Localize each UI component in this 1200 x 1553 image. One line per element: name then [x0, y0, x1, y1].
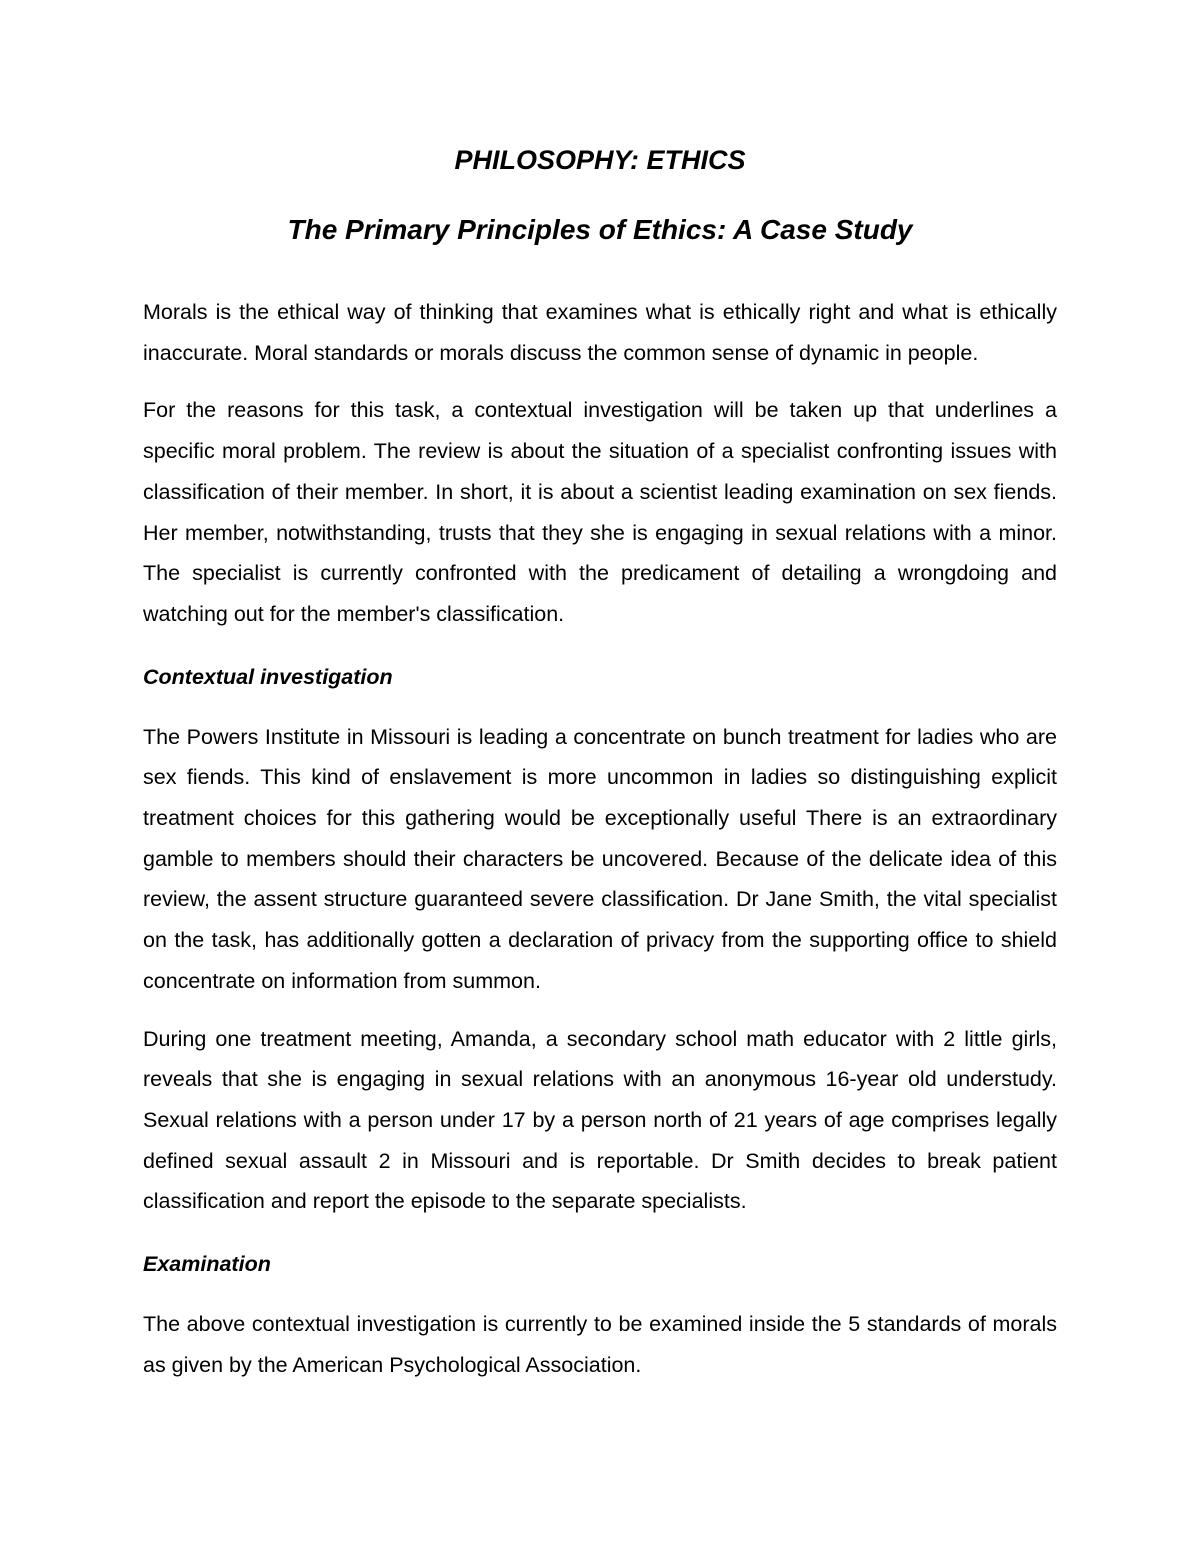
section1-paragraph-2: During one treatment meeting, Amanda, a secondary school math educator with 2 little girls, reveals that she is engaging in sexual relations with an anonymous 16-year old understudy. Sexual relations with a person under 17 by a person north of 21 years of age comprises legally defined sexual assault 2 in Missouri and is reportable. Dr Smith decides to break patient classification and report the episode to the separate specialists.: [143, 1026, 1057, 1214]
intro-paragraph-1: Morals is the ethical way of thinking that examines what is ethically right and what is ethically inaccurate. Moral standards or morals discuss the common sense of dynamic in people.: [143, 300, 1057, 365]
section-heading-examination: Examination: [143, 1252, 271, 1277]
document-title: PHILOSOPHY: ETHICS: [454, 145, 746, 175]
document-content: [143, 140, 1057, 1385]
section2-paragraph-1: The above contextual investigation is currently to be examined inside the 5 standards of morals as given by the American Psychological Association.: [143, 1312, 1057, 1377]
intro-paragraph-2: For the reasons for this task, a contextual investigation will be taken up that underlines a specific moral problem. The review is about the situation of a specialist confronting issues with classification of their member. In short, it is about a scientist leading examination on sex fiends. Her member, notwithstanding, trusts that they she is engaging in sexual relations with a minor. The specialist is currently confronted with the predicament of detailing a wrongdoing and watching out for the member's classification.: [143, 398, 1057, 626]
section-heading-contextual-investigation: Contextual investigation: [143, 664, 393, 689]
document-subtitle: The Primary Principles of Ethics: A Case Study: [287, 214, 913, 245]
section1-paragraph-1: The Powers Institute in Missouri is leading a concentrate on bunch treatment for ladies who are sex fiends. This kind of enslavement is more uncommon in ladies so distinguishing explicit treatment choices for this gathering would be exceptionally useful There is an extraordinary gamble to members should their characters be uncovered. Because of the delicate idea of this review, the assent structure guaranteed severe classification. Dr Jane Smith, the vital specialist on the task, has additionally gotten a declaration of privacy from the supporting office to shield concentrate on information from summon.: [143, 724, 1057, 993]
